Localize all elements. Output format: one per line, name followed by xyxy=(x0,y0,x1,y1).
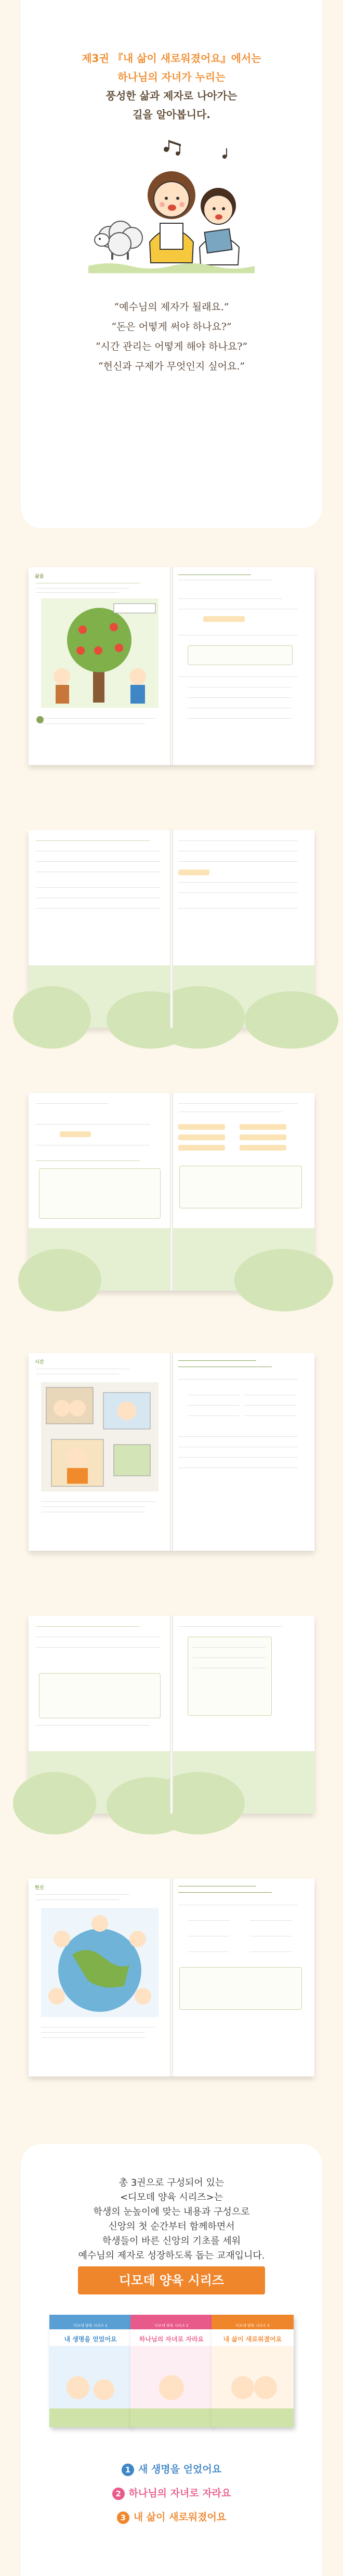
quote-3: “시간 관리는 어떻게 해야 하나요?” xyxy=(95,341,248,352)
series-desc-5: 학생들이 바른 신앙의 기초를 세워 xyxy=(102,2236,241,2247)
series-item-2-label: 하나님의 자녀로 자라요 xyxy=(128,2488,231,2499)
book-cover-3 xyxy=(212,2315,294,2427)
series-desc-1: 총 3권으로 구성되어 있는 xyxy=(118,2177,225,2188)
series-item-1 xyxy=(0,2462,343,2476)
book-cover-1 xyxy=(49,2315,131,2427)
spread-4-right-page xyxy=(172,1353,314,1551)
series-desc-4: 신앙의 첫 순간부터 함께하면서 xyxy=(108,2221,235,2232)
book-3-title: 내 삶이 새로워졌어요 xyxy=(223,2336,282,2343)
kids-singing-illustration xyxy=(88,138,255,273)
book-spread-4 xyxy=(29,1353,314,1551)
spread-3-left-page xyxy=(29,1093,171,1291)
book-1-series: 디모데 양육 시리즈 1 xyxy=(73,2324,108,2328)
book-3-series: 디모데 양육 시리즈 3 xyxy=(235,2324,270,2328)
series-item-2 xyxy=(0,2485,343,2500)
book-spread-2 xyxy=(29,830,314,1028)
number-badge-2: 2 xyxy=(112,2488,125,2500)
tree-illustration xyxy=(41,598,159,708)
book-2-series: 디모데 양육 시리즈 2 xyxy=(154,2324,189,2328)
book-cover-2 xyxy=(130,2315,213,2427)
book-spread-1 xyxy=(29,567,314,765)
series-desc-3: 학생의 눈높이에 맞는 내용과 구성으로 xyxy=(93,2207,250,2217)
spread-6-left-page xyxy=(29,1879,171,2076)
series-desc-6: 예수님의 제자로 성장하도록 돕는 교재입니다. xyxy=(78,2250,265,2261)
quote-1: “예수님의 제자가 될래요.” xyxy=(114,301,229,313)
intro-line-4: 길을 알아봅니다. xyxy=(133,108,210,121)
spread-2-right-page xyxy=(172,830,314,1028)
intro-line-1: 제3권 『내 삶이 새로워졌어요』에서는 xyxy=(82,52,261,65)
spread-5-right-page xyxy=(172,1616,314,1814)
number-badge-1: 1 xyxy=(122,2464,134,2476)
spread-2-left-page xyxy=(29,830,171,1028)
series-item-3-label: 내 삶이 새로워졌어요 xyxy=(133,2511,227,2523)
spread-3-right-page xyxy=(172,1093,314,1291)
quote-2: “돈은 어떻게 써야 하나요?” xyxy=(111,321,232,333)
series-banner: 디모데 양육 시리즈 xyxy=(78,2266,265,2294)
quote-4: “헌신과 구제가 무엇인지 싶어요.” xyxy=(98,361,245,372)
spread-4-header: 시간 xyxy=(35,1360,44,1365)
book-spread-5 xyxy=(29,1616,314,1814)
number-badge-3: 3 xyxy=(117,2511,129,2524)
book-2-title: 하나님의 자녀로 자라요 xyxy=(139,2336,204,2343)
spread-1-right-page xyxy=(172,567,314,765)
spread-6-right-page xyxy=(172,1879,314,2076)
intro-line-2: 하나님의 자녀가 누리는 xyxy=(117,71,226,83)
family-illustration xyxy=(41,1382,159,1491)
intro-line-3: 풍성한 삶과 제자로 나아가는 xyxy=(105,90,238,102)
spread-6-header: 헌신 xyxy=(35,1885,44,1891)
series-desc-2: <디모데 양육 시리즈>는 xyxy=(120,2192,223,2203)
book-spread-6 xyxy=(29,1879,314,2076)
book-1-title: 내 생명을 얻었어요 xyxy=(64,2336,117,2343)
series-item-1-label: 새 생명을 얻었어요 xyxy=(138,2464,222,2475)
spread-4-left-page xyxy=(29,1353,171,1551)
spread-5-left-page xyxy=(29,1616,171,1814)
spread-1-left-page xyxy=(29,567,171,765)
book-spread-3 xyxy=(29,1093,314,1291)
globe-illustration xyxy=(41,1908,159,2017)
spread-1-header: 삶을 xyxy=(35,574,44,579)
series-item-3 xyxy=(0,2509,343,2524)
